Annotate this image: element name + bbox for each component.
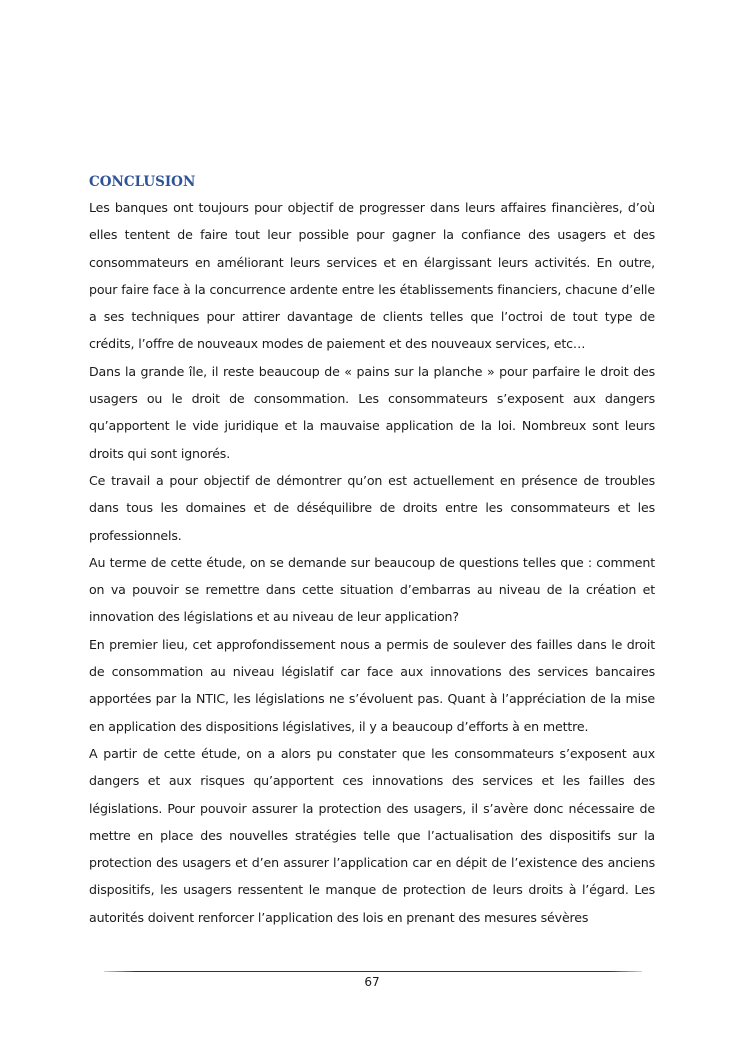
page-number: 67: [364, 975, 380, 989]
footer-divider: [104, 971, 642, 972]
paragraph-6: A partir de cette étude, on a alors pu constater que les consommateurs s’exposent aux dangers et aux risques qu’apportent ces innovations des services et les failles des législations. Pour pouvoir assurer la protection des usagers, il s’avère donc nécessaire de mettre en place des nouvelles stratégies telle que l’actualisation des dispositifs sur la protection des usagers et d’en assurer l’application car en dépit de l’existence des anciens dispositifs, les usagers ressentent le manque de protection de leurs droits à l’égard. Les autorités doivent renforcer l’application des lois en prenant des mesures sévères: [89, 745, 655, 925]
section-heading: CONCLUSION: [89, 174, 196, 190]
page-content: [89, 170, 655, 931]
paragraph-5: En premier lieu, cet approfondissement nous a permis de soulever des failles dans le droit de consommation au niveau législatif car face aux innovations des services bancaires apportées par la NTIC, les législations ne s’évoluent pas. Quant à l’appréciation de la mise en application des dispositions législatives, il y a beaucoup d’efforts à en mettre.: [89, 636, 655, 734]
paragraph-3: Ce travail a pour objectif de démontrer qu’on est actuellement en présence de troubles dans tous les domaines et de déséquilibre de droits entre les consommateurs et les professionnels.: [89, 472, 655, 543]
paragraph-4: Au terme de cette étude, on se demande sur beaucoup de questions telles que : comment on va pouvoir se remettre dans cette situation d’embarras au niveau de la création et innovation des législations et au niveau de leur application?: [89, 554, 655, 625]
paragraph-1: Les banques ont toujours pour objectif de progresser dans leurs affaires financières, d’où elles tentent de faire tout leur possible pour gagner la confiance des usagers et des consommateurs en améliorant leurs services et en élargissant leurs activités. En outre, pour faire face à la concurrence ardente entre les établissements financiers, chacune d’elle a ses techniques pour attirer davantage de clients telles que l’octroi de tout type de crédits, l’offre de nouveaux modes de paiement et des nouveaux services, etc…: [89, 200, 655, 352]
paragraph-2: Dans la grande île, il reste beaucoup de « pains sur la planche » pour parfaire le droit des usagers ou le droit de consommation. Les consommateurs s’exposent aux dangers qu’apportent le vide juridique et la mauvaise application de la loi. Nombreux sont leurs droits qui sont ignorés.: [89, 363, 655, 461]
